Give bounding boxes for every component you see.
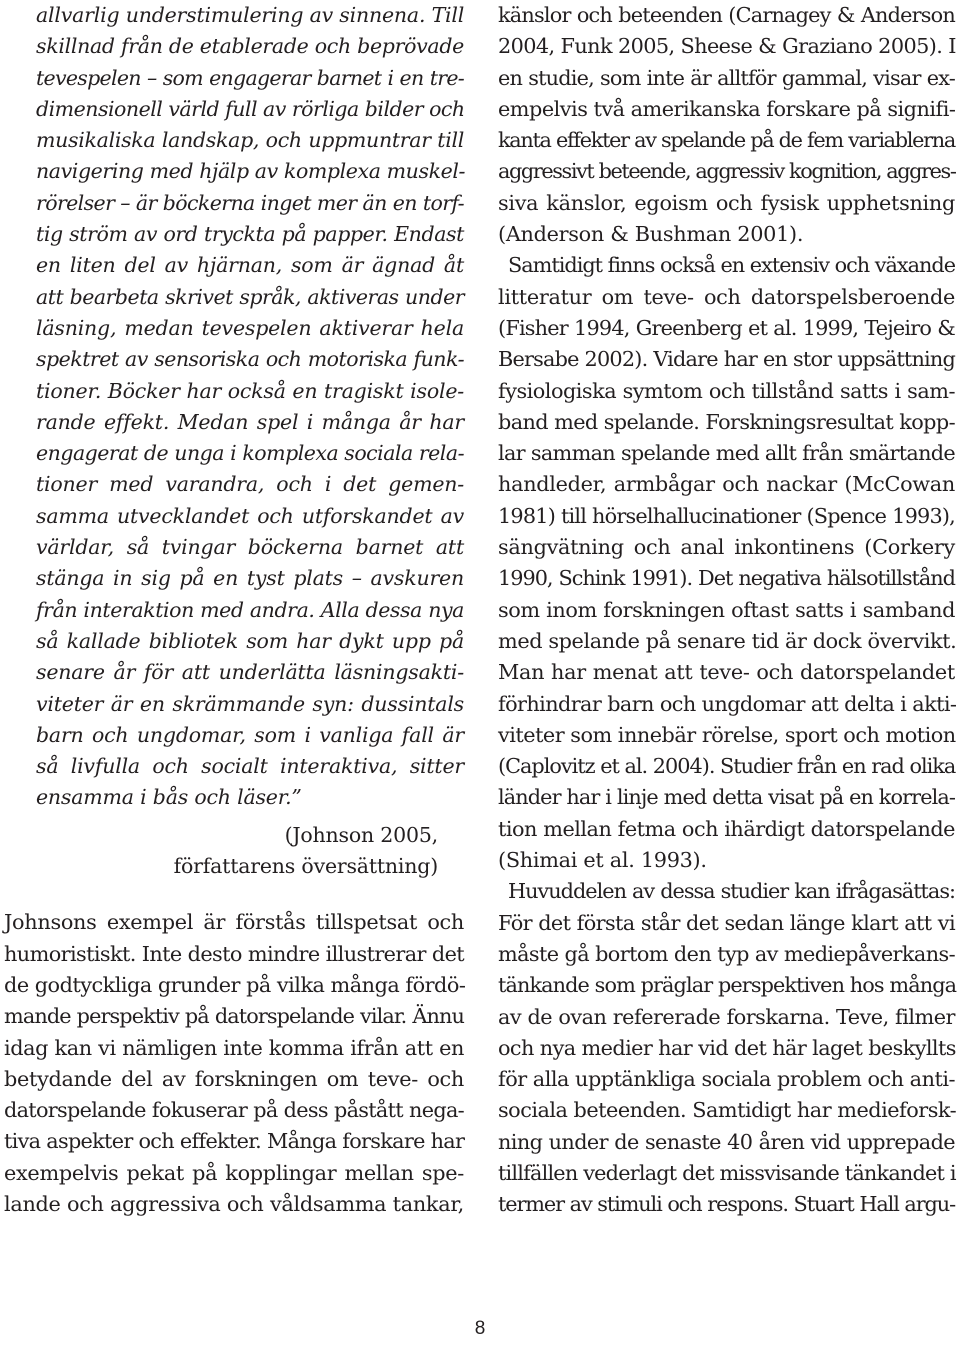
- quote-line: tig ström av ord tryckta på papper. Endast: [36, 222, 464, 247]
- body-line: förhindrar barn och ungdomar att delta i akti-: [498, 691, 957, 716]
- quote-line: så livfulla och socialt interaktiva, sitter: [36, 754, 464, 779]
- quote-line: dimensionell värld full av rörliga bilder och: [36, 96, 465, 121]
- body-line: siva känslor, egoism och fysisk upphetsning: [498, 190, 955, 215]
- quote-line: engagerat de unga i komplexa sociala rela-: [36, 441, 464, 466]
- body-line: ning under de senaste 40 åren vid upprepade: [498, 1129, 955, 1154]
- body-line: 1990, Schink 1991). Det negativa hälsotillstånd: [498, 566, 955, 591]
- block-quote: [4, 0, 464, 814]
- body-line: sängvätning och anal inkontinens (Corkery: [498, 535, 955, 560]
- body-line: med spelande på senare tid är dock övervikt.: [498, 628, 957, 653]
- body-line: aggressivt beteende, aggressiv kognition, aggres-: [498, 159, 956, 184]
- body-line: sociala beteenden. Samtidigt har medieforsk-: [498, 1098, 957, 1123]
- quote-line: en liten del av hjärnan, som är ägnad åt: [36, 253, 464, 278]
- body-line: 2004, Funk 2005, Sheese & Graziano 2005). I: [498, 34, 956, 59]
- quote-line: att bearbeta skrivet språk, aktiveras under: [36, 284, 464, 309]
- body-line: viteter som innebär rörelse, sport och motion: [498, 722, 956, 747]
- body-line: tiva aspekter och effekter. Många forskare har: [4, 1129, 465, 1154]
- body-line: måste gå bortom den typ av mediepåverkans-: [498, 941, 955, 966]
- quote-line: läsning, medan tevespelen aktiverar hela: [36, 315, 464, 340]
- body-line: och nya medier har vid det här laget beskyllts: [498, 1035, 956, 1060]
- quote-line: tioner. Böcker har också en tragiskt isole-: [36, 378, 464, 403]
- quote-line: tevespelen – som engagerar barnet i en tre-: [36, 65, 464, 90]
- quote-line: världar, så tvingar böckerna barnet att: [36, 535, 464, 560]
- quote-line: spektret av sensoriska och motoriska funk-: [36, 347, 464, 372]
- body-paragraph: [498, 0, 955, 250]
- quote-line: så kallade bibliotek som har dykt upp på: [36, 628, 464, 653]
- quote-line: barn och ungdomar, som i vanliga fall är: [36, 722, 464, 747]
- body-paragraph: [498, 876, 955, 1220]
- quote-line: samma utvecklandet och utforskandet av: [36, 503, 464, 528]
- quote-line: rande effekt. Medan spel i många år har: [36, 409, 464, 434]
- body-line: lande och aggressiva och våldsamma tankar,: [4, 1191, 464, 1216]
- body-line: idag kan vi nämligen inte komma ifrån att en: [4, 1035, 464, 1060]
- body-line: för alla upptänkliga sociala problem och anti-: [498, 1067, 955, 1092]
- body-line: band med spelande. Forskningsresultat kopp-: [498, 409, 955, 434]
- body-line: en studie, som inte är alltför gammal, visar ex-: [498, 65, 955, 90]
- citation-line: författarens översättning): [173, 854, 438, 879]
- left-column: [4, 0, 464, 1220]
- body-line: datorspelande fokuserar på dess påstått nega-: [4, 1098, 464, 1123]
- citation: [4, 820, 464, 883]
- right-column: [498, 0, 955, 1221]
- quote-line: stänga in sig på en tyst plats – avskuren: [36, 566, 464, 591]
- body-line: humoristiskt. Inte desto mindre illustrerar det: [4, 941, 465, 966]
- body-line: För det första står det sedan länge klart att vi: [498, 910, 955, 935]
- quote-line: tioner med varandra, och i det gemen-: [36, 472, 464, 497]
- quote-line: rörelser – är böckerna inget mer än en torf-: [36, 190, 464, 215]
- body-line: fysiologiska symtom och tillstånd satts i sam-: [498, 378, 955, 403]
- body-line: Samtidigt finns också en extensiv och växande: [508, 253, 956, 278]
- quote-line: navigering med hjälp av komplexa muskel-: [36, 159, 466, 184]
- body-line: Man har menat att teve- och datorspelandet: [498, 660, 955, 685]
- body-line: av de ovan refererade forskarna. Teve, filmer: [498, 1004, 955, 1029]
- quote-line: senare år för att underlätta läsningsakti-: [36, 660, 464, 685]
- body-line: kanta effekter av spelande på de fem variablerna: [498, 128, 955, 153]
- body-line: Johnsons exempel är förstås tillspetsat och: [4, 910, 464, 935]
- body-line: tillfällen vederlagt det missvisande tänkandet i: [498, 1160, 956, 1185]
- body-line: betydande del av forskningen om teve- och: [4, 1066, 464, 1091]
- body-line: mande perspektiv på datorspelande vilar. Ännu: [4, 1004, 464, 1029]
- body-line: (Shimai et al. 1993).: [498, 848, 707, 873]
- quote-line: viteter är en skrämmande syn: dussintals: [36, 691, 464, 716]
- body-line: termer av stimuli och respons. Stuart Hall argu-: [498, 1192, 955, 1217]
- body-line: handleder, armbågar och nackar (McCowan: [498, 472, 955, 497]
- body-paragraph: [4, 907, 464, 1220]
- quote-line: allvarlig understimulering av sinnena. Till: [36, 3, 465, 27]
- body-line: länder har i linje med detta visat på en korrela-: [498, 785, 955, 810]
- body-line: tion mellan fetma och ihärdigt datorspelande: [498, 816, 955, 841]
- body-line: Bersabe 2002). Vidare har en stor uppsättning: [498, 347, 955, 372]
- body-line: Huvuddelen av dessa studier kan ifrågasättas:: [508, 879, 955, 904]
- quote-line: ensamma i bås och läser.”: [36, 785, 302, 810]
- body-line: som inom forskningen oftast satts i samband: [498, 597, 955, 622]
- body-line: exempelvis pekat på kopplingar mellan spe-: [4, 1160, 464, 1185]
- body-line: känslor och beteenden (Carnagey & Anderson: [498, 3, 955, 27]
- body-line: empelvis två amerikanska forskare på signifi-: [498, 96, 956, 121]
- body-line: (Anderson & Bushman 2001).: [498, 222, 804, 247]
- body-line: litteratur om teve- och datorspelsberoende: [498, 284, 955, 309]
- quote-line: skillnad från de etablerade och beprövade: [36, 34, 464, 59]
- body-line: (Caplovitz et al. 2004). Studier från en rad olika: [498, 754, 956, 779]
- quote-line: från interaktion med andra. Alla dessa nya: [36, 597, 464, 622]
- body-line: (Fisher 1994, Greenberg et al. 1999, Tejeiro &: [498, 315, 955, 340]
- body-paragraph: [498, 250, 955, 876]
- citation-line: (Johnson 2005,: [284, 822, 438, 847]
- page-number: 8: [474, 1318, 486, 1339]
- body-line: de godtyckliga grunder på vilka många fördö-: [4, 972, 466, 997]
- quote-line: musikaliska landskap, och uppmuntrar till: [36, 128, 464, 153]
- body-line: tänkande som präglar perspektiven hos många: [498, 973, 957, 998]
- body-line: lar samman spelande med allt från smärtande: [498, 441, 955, 466]
- body-line: 1981) till hörselhallucinationer (Spence 1993),: [498, 503, 955, 528]
